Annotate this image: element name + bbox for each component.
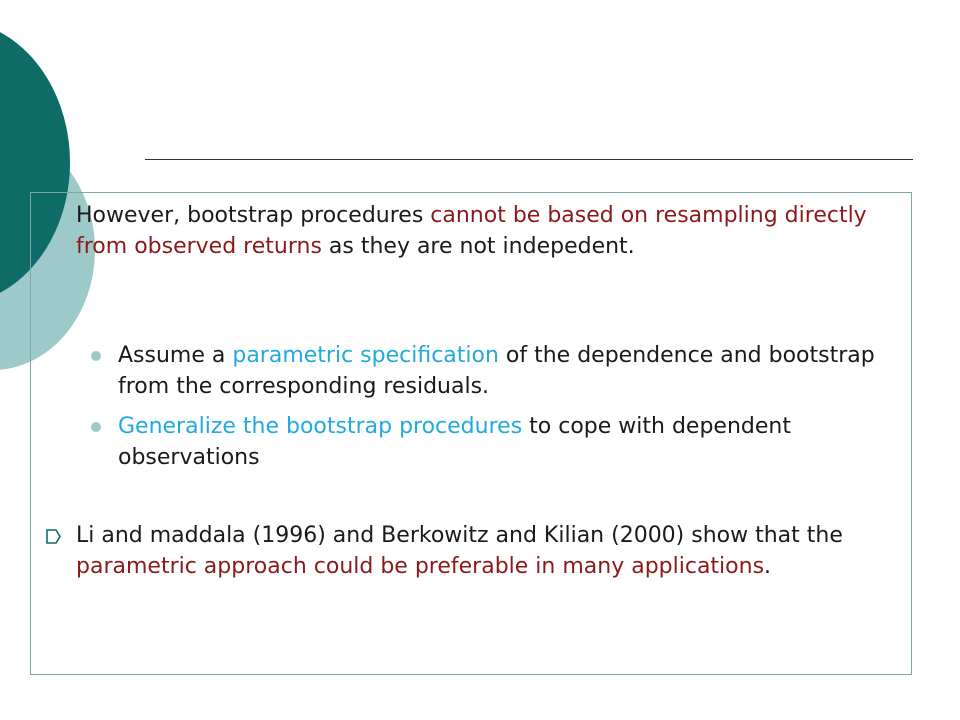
- dot-bullet-icon: [91, 422, 101, 432]
- intro-paragraph: [76, 200, 876, 262]
- main-emphasis: parametric approach could be preferable in many applications: [76, 554, 765, 579]
- bullet-text: Assume a: [118, 343, 233, 368]
- main-bullet-paragraph: [76, 520, 876, 582]
- intro-emphasis: cannot be based on resampling directly from observed returns: [76, 203, 867, 259]
- square-arrow-bullet-icon: [45, 528, 62, 545]
- intro-text: However, bootstrap procedures: [76, 203, 431, 228]
- bullet-highlight: Generalize the bootstrap procedures: [118, 414, 523, 439]
- bullet-text-end: to cope with dependent observations: [118, 414, 791, 470]
- sub-bullet-parametric: [118, 340, 898, 402]
- bullet-text-end: of the dependence and bootstrap from the corresponding residuals.: [118, 343, 875, 399]
- sub-bullet-generalize: [118, 411, 898, 473]
- dot-bullet-icon: [91, 351, 101, 361]
- main-text: Li and maddala (1996) and Berkowitz and Kilian (2000) show that the: [76, 523, 843, 548]
- intro-text-end: as they are not indepedent.: [321, 234, 635, 259]
- main-text-end: .: [764, 554, 772, 579]
- bullet-highlight: parametric specification: [232, 343, 499, 368]
- title-divider-line: [145, 159, 913, 160]
